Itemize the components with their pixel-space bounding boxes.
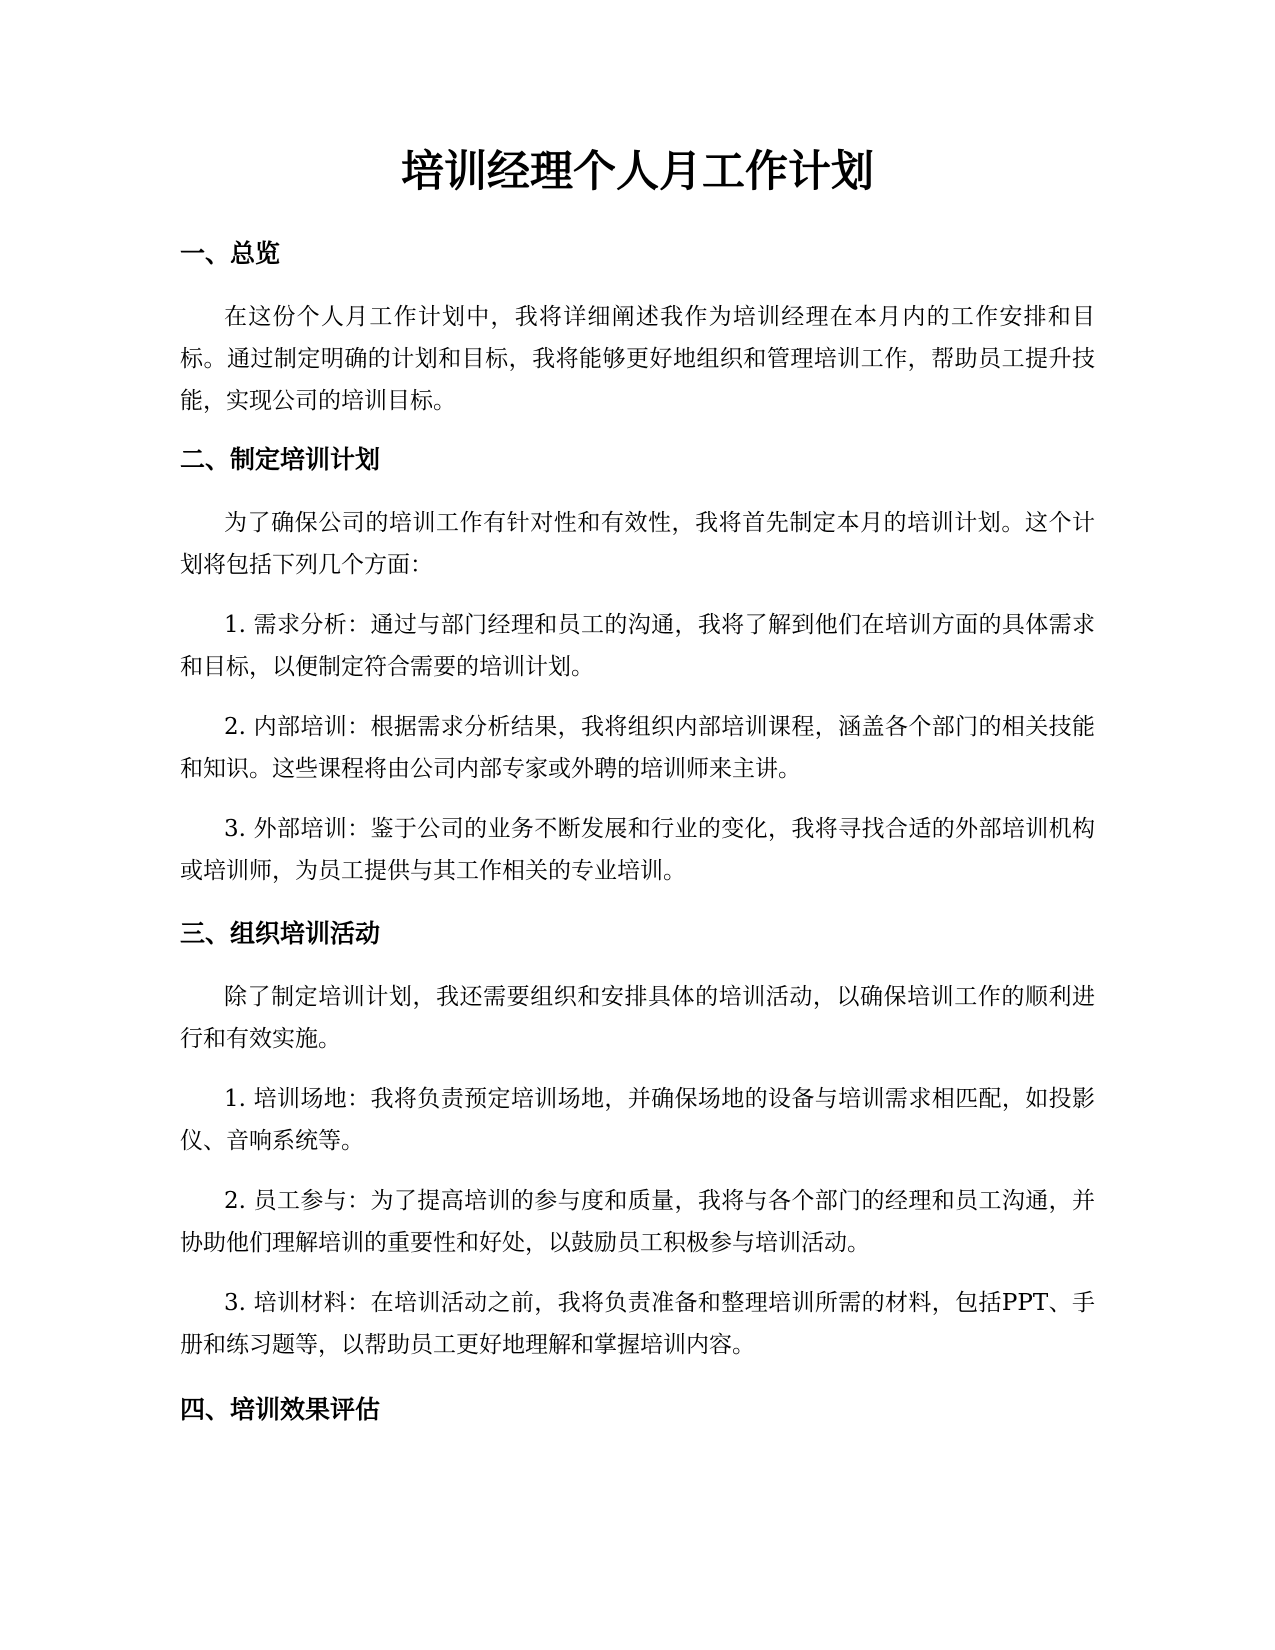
section-heading-overview: 一、总览 <box>180 239 281 268</box>
section-heading-training-plan: 二、制定培训计划 <box>180 445 381 474</box>
document-title: 培训经理个人月工作计划 <box>401 147 874 197</box>
paragraph-internal-training: 2. 内部培训：根据需求分析结果，我将组织内部培训课程，涵盖各个部门的相关技能和知识。这些课程将由公司内部专家或外聘的培训师来主讲。 <box>180 714 1095 782</box>
paragraph-overview: 在这份个人月工作计划中，我将详细阐述我作为培训经理在本月内的工作安排和目标。通过制定明确的计划和目标，我将能够更好地组织和管理培训工作，帮助员工提升技能，实现公司的培训目标。 <box>180 304 1095 414</box>
paragraph-training-materials: 3. 培训材料：在培训活动之前，我将负责准备和整理培训所需的材料，包括PPT、手册和练习题等，以帮助员工更好地理解和掌握培训内容。 <box>180 1290 1095 1358</box>
paragraph-organize-intro: 除了制定培训计划，我还需要组织和安排具体的培训活动，以确保培训工作的顺利进行和有效实施。 <box>180 984 1095 1052</box>
paragraph-external-training: 3. 外部培训：鉴于公司的业务不断发展和行业的变化，我将寻找合适的外部培训机构或培训师，为员工提供与其工作相关的专业培训。 <box>180 816 1095 884</box>
section-heading-effect-evaluation: 四、培训效果评估 <box>180 1395 381 1424</box>
paragraph-training-plan-intro: 为了确保公司的培训工作有针对性和有效性，我将首先制定本月的培训计划。这个计划将包括下列几个方面： <box>180 510 1095 578</box>
paragraph-training-venue: 1. 培训场地：我将负责预定培训场地，并确保场地的设备与培训需求相匹配，如投影仪、音响系统等。 <box>180 1086 1095 1154</box>
section-heading-organize-activities: 三、组织培训活动 <box>180 919 381 948</box>
paragraph-employee-participation: 2. 员工参与：为了提高培训的参与度和质量，我将与各个部门的经理和员工沟通，并协助他们理解培训的重要性和好处，以鼓励员工积极参与培训活动。 <box>180 1188 1095 1256</box>
paragraph-needs-analysis: 1. 需求分析：通过与部门经理和员工的沟通，我将了解到他们在培训方面的具体需求和目标，以便制定符合需要的培训计划。 <box>180 612 1095 680</box>
